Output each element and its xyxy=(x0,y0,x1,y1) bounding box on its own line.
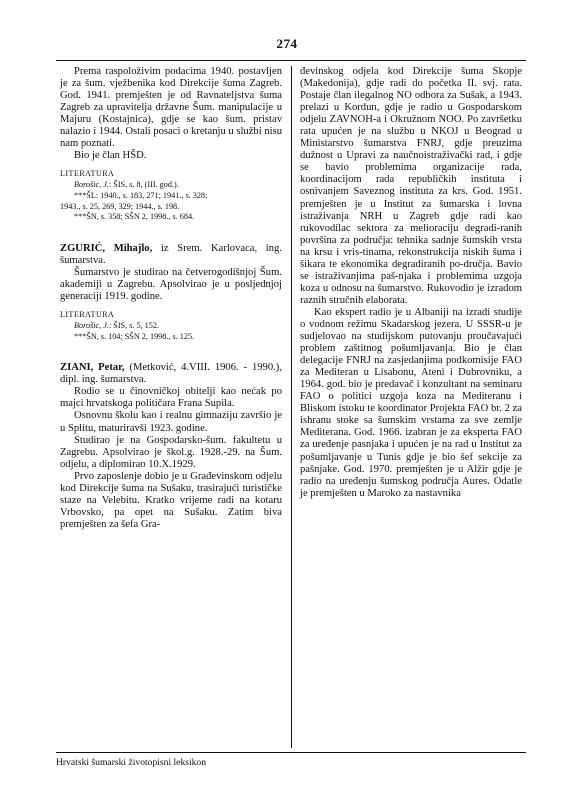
column-divider xyxy=(291,66,292,748)
top-rule xyxy=(56,60,526,61)
intro-paragraph: Prema raspoloživim podacima 1940. postavljen je za šum. vježbenika kod Direkcije šuma Zagreb. God. 1941. premješten je od Ravnateljstva šuma Zagreb za upravitelja državne Šum. manipulacije u Majuru (Kostajnica), gdje se kao šum. pristav nalazio i 1944. Ostali posaci o kretanju u službi nisu nam poznati. xyxy=(60,66,282,150)
entry-ziani-paragraph: Rodio se u činovničkoj obitelji kao nećak po majci hrvatskoga političara Frana Supila. xyxy=(60,386,282,410)
bottom-rule xyxy=(56,752,526,753)
right-column xyxy=(300,66,522,500)
entry-name: ZGURIĆ, Mihajlo, xyxy=(60,242,153,254)
literatura-heading: LITERATURA xyxy=(60,169,115,179)
entry-ziani-heading xyxy=(60,362,282,386)
reference xyxy=(60,321,282,332)
reference-author: Borošic, J. xyxy=(74,180,109,190)
page-number: 274 xyxy=(276,36,298,51)
entry-head-text: (Metković, 4.VIII. 1906. - 1990.), dipl. ing. šumarstva. xyxy=(60,362,282,386)
reference-text: : ŠIS, s. 5, 152. xyxy=(108,321,159,331)
reference-author: Borošic, J. xyxy=(74,321,109,331)
footer-title: Hrvatski šumarski životopisni leksikon xyxy=(56,757,207,768)
member-paragraph: Bio je član HŠD. xyxy=(74,150,147,162)
left-column xyxy=(60,66,282,531)
entry-ziani-paragraph: Prvo zaposlenje dobio je u Građevinskom odjelu kod Direkcije šuma na Sušaku, trasirajući turističke staze na Velebitu. Kratko vrijeme radi na kotaru Vrbovsko, pa opet na Sušaku. Zatim biva premješten za šefa Gra- xyxy=(60,470,282,530)
reference: ***ŠL: 1940., s. 183, 271; 1941., s. 328; xyxy=(74,191,208,201)
entry-ziani-paragraph: Kao ekspert radio je u Albaniji na izradi studije o vodnom režimu Skadarskog jezera. U SSSR-u je sudjelovao na studijskom putovanju proučavajući problem zaštitnog pošumljavanja. Bio je član delegacije FNRJ na zasjedanjima podkomisije FAO za Mediteran u Lisabonu, Ateni i Dubrovniku, a 1964. god. bio je predavač i konzultant na seminaru FAO o politici uzgoja koza na Mediteranu i Bliskom istoku te koordinator Projekta FAO br. 2 za ishranu stoke sa šumskim vrstama za sve zemlje Mediterana. God. 1966. izabran je za eksperta FAO za uređenje pasnjaka i upućen je na rad u Institut za pošumljavanje u Tunis gdje je bio šef sekcije za pašnjake. God. 1970. premješten je u Alžir gdje je radio na uređenju šumskog područja Aures. Odatle je premješten u Maroko za nastavnika xyxy=(300,306,522,499)
reference-text: : ŠIS, s. 8, (III. god.). xyxy=(108,180,179,190)
entry-ziani-paragraph: Studirao je na Gospodarsko-šum. fakultetu u Zagrebu. Apsolvirao je škol.g. 1928.-29. na Šum. odjelu, a diplomirao 10.X.1929. xyxy=(60,434,282,470)
entry-zguric-text: Šumarstvo je studirao na četverogodišnjoj Šum. akademiji u Zagrebu. Apsolvirao je u posljednjoj generaciji 1919. godine. xyxy=(60,266,282,302)
entry-head-text: iz Srem. Karlovaca, ing. šumarstva. xyxy=(60,242,282,266)
entry-ziani-paragraph: Osnovnu školu kao i realnu gimnaziju završio je u Splitu, maturiravši 1923. godine. xyxy=(60,410,282,434)
entry-zguric-heading xyxy=(60,243,282,267)
literatura-heading: LITERATURA xyxy=(60,310,115,320)
reference: ***ŠN, s. 104; SŠN 2, 1998., s. 125. xyxy=(74,331,195,341)
entry-ziani-paragraph: đevinskog odjela kod Direkcije šuma Skopje (Makedonija), gdje radi do početka II. svj. rata. Postaje član ilegalnog NO odbora za Sušak, a 1943. prelazi u Kordun, gdje je radio u Gospodarskom odjelu ZAVNOH-a i Okružnom NOO. Po završetku rata upućen je na službu u NKOJ u Beograd u Ministarstvo šumarstva FNRJ, gdje preuzima dužnost u Upravi za naučnoistraživački rad, i gdje se bavio problemima organizacije rada, koordinacijom rada republičkih instituta i osnivanjem Saveznog instituta za krs. God. 1951. premješten je u Institut za šumarska i lovna istraživanja NRH u Zagreb gdje radi kao rukovodilac sektora za melioraciju degradi-ranih površina za područja: tehnika sadnje šumskih vrsta na krsu i vris-tinama, rekonstrukcija niskih šuma i šikara te ekonomika degradiranih po-dručja. Bavio se istraživanjima paš-njaka i problemima uzgoja koza u odnosu na šumarstvo. Rukovodio je izradom raznih stručnih elaborata. xyxy=(300,66,522,306)
entry-name: ZIANI, Petar, xyxy=(60,362,125,374)
reference-continued: 1943., s. 25, 269, 329; 1944., s. 198. xyxy=(60,201,180,211)
reference: ***ŠN, s. 358; SŠN 2, 1998., s. 684. xyxy=(74,212,195,222)
reference xyxy=(60,180,282,191)
